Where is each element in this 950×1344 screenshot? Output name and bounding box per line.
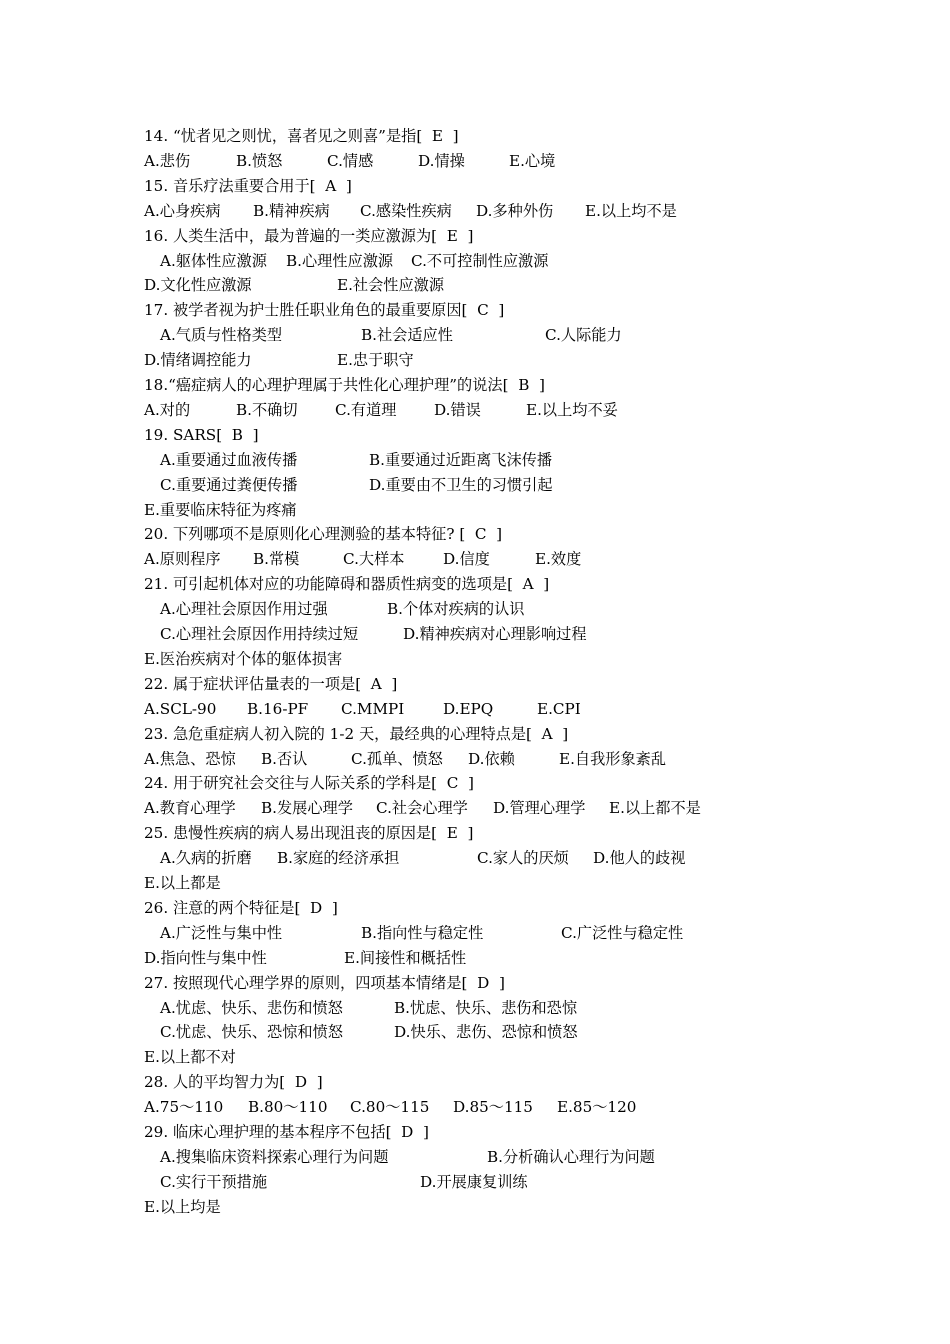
option-text: E.以上都不对 bbox=[144, 1048, 236, 1067]
option-text: A.SCL-90 bbox=[144, 699, 217, 718]
option-text: D.多种外伤 bbox=[476, 201, 554, 220]
question-text: 24. 用于研究社会交往与人际关系的学科是[ C ] bbox=[144, 774, 474, 793]
question-text: 15. 音乐疗法重要合用于[ A ] bbox=[144, 176, 352, 195]
option-text: E.以上都是 bbox=[144, 874, 221, 892]
option-text: C.不可控制性应激源 bbox=[411, 251, 549, 270]
option-text: B.16-PF bbox=[247, 699, 309, 718]
option-text: A.躯体性应激源 bbox=[160, 251, 267, 270]
option-text: A.久病的折磨 bbox=[160, 849, 252, 868]
option-text: C.有道理 bbox=[335, 400, 397, 419]
option-text: B.重要通过近距离飞沫传播 bbox=[369, 450, 553, 469]
option-text: C.感染性疾病 bbox=[360, 201, 452, 220]
option-text: C.情感 bbox=[327, 151, 374, 170]
option-text: E.自我形象紊乱 bbox=[559, 749, 667, 768]
option-text: E.效度 bbox=[535, 550, 582, 569]
question-text: 29. 临床心理护理的基本程序不包括[ D ] bbox=[144, 1123, 429, 1141]
option-text: A.悲伤 bbox=[144, 151, 191, 170]
option-text: E.以上均不妥 bbox=[526, 400, 618, 419]
option-text: D.错误 bbox=[434, 400, 481, 419]
option-text: A.原则程序 bbox=[144, 550, 221, 569]
option-text: B.80～110 bbox=[248, 1098, 328, 1117]
option-text: C.大样本 bbox=[343, 550, 405, 569]
option-text: B.否认 bbox=[261, 749, 308, 768]
option-text: E.忠于职守 bbox=[337, 351, 414, 370]
option-text: D.文化性应激源 bbox=[144, 276, 252, 295]
option-text: A.搜集临床资料探索心理行为问题 bbox=[160, 1147, 389, 1166]
question-text: 17. 被学者视为护士胜任职业角色的最重要原因[ C ] bbox=[144, 301, 505, 320]
option-text: B.常模 bbox=[253, 550, 300, 569]
option-text: A.广泛性与集中性 bbox=[160, 923, 283, 942]
option-text: D.精神疾病对心理影响过程 bbox=[403, 625, 587, 643]
option-text: B.不确切 bbox=[236, 400, 298, 419]
option-text: B.指向性与稳定性 bbox=[361, 923, 484, 942]
option-text: C.80～115 bbox=[350, 1098, 430, 1117]
option-text: D.情绪调控能力 bbox=[144, 351, 252, 370]
option-text: E.CPI bbox=[537, 699, 581, 718]
option-text: B.心理性应激源 bbox=[286, 251, 394, 270]
option-text: D.EPQ bbox=[443, 699, 494, 718]
option-text: D.指向性与集中性 bbox=[144, 948, 267, 967]
option-text: B.分析确认心理行为问题 bbox=[487, 1147, 655, 1166]
question-text: 22. 属于症状评估量表的一项是[ A ] bbox=[144, 674, 398, 693]
option-text: D.信度 bbox=[443, 550, 490, 569]
option-text: E.社会性应激源 bbox=[337, 276, 445, 295]
option-text: C.心理社会原因作用持续过短 bbox=[160, 625, 359, 643]
option-text: E.以上均不是 bbox=[585, 201, 677, 220]
option-text: C.社会心理学 bbox=[376, 799, 468, 818]
option-text: A.焦急、恐惊 bbox=[144, 749, 236, 768]
option-text: C.广泛性与稳定性 bbox=[561, 923, 684, 942]
option-text: D.情操 bbox=[418, 151, 465, 170]
option-text: D.他人的歧视 bbox=[593, 849, 686, 868]
option-text: B.忧虑、快乐、悲伤和恐惊 bbox=[394, 998, 578, 1017]
option-text: C.孤单、愤怒 bbox=[351, 749, 443, 768]
option-text: E.85～120 bbox=[557, 1098, 637, 1117]
question-text: 28. 人的平均智力为[ D ] bbox=[144, 1073, 323, 1092]
option-text: D.依赖 bbox=[468, 749, 515, 768]
option-text: D.85～115 bbox=[453, 1098, 533, 1117]
option-text: C.MMPI bbox=[341, 699, 405, 718]
option-text: E.心境 bbox=[509, 151, 556, 170]
option-text: B.发展心理学 bbox=[261, 799, 353, 818]
option-text: E.间接性和概括性 bbox=[344, 948, 467, 967]
option-text: C.家人的厌烦 bbox=[477, 849, 569, 868]
option-text: D.管理心理学 bbox=[493, 799, 586, 818]
question-text: 23. 急危重症病人初入院的 1-2 天，最经典的心理特点是[ A ] bbox=[144, 724, 569, 743]
option-text: C.人际能力 bbox=[545, 326, 622, 345]
option-text: A.重要通过血液传播 bbox=[160, 450, 298, 469]
question-text: 18.“癌症病人的心理护理属于共性化心理护理”的说法[ B ] bbox=[144, 376, 545, 394]
option-text: C.实行干预措施 bbox=[160, 1172, 268, 1191]
question-text: 21. 可引起机体对应的功能障碍和器质性病变的选项是[ A ] bbox=[144, 575, 550, 594]
option-text: C.忧虑、快乐、恐惊和愤怒 bbox=[160, 1023, 343, 1042]
option-text: D.快乐、悲伤、恐惊和愤怒 bbox=[394, 1023, 578, 1042]
option-text: E.重要临床特征为疼痛 bbox=[144, 500, 297, 519]
option-text: B.个体对疾病的认识 bbox=[387, 600, 525, 619]
option-text: B.愤怒 bbox=[236, 151, 283, 170]
option-text: A.教育心理学 bbox=[144, 799, 236, 818]
option-text: E.以上均是 bbox=[144, 1197, 221, 1216]
option-text: A.气质与性格类型 bbox=[160, 326, 283, 345]
question-text: 25. 患慢性疾病的病人易出现沮丧的原因是[ E ] bbox=[144, 824, 474, 843]
option-text: B.精神疾病 bbox=[253, 201, 330, 220]
option-text: A.心理社会原因作用过强 bbox=[160, 600, 328, 619]
option-text: A.心身疾病 bbox=[144, 201, 221, 220]
option-text: C.重要通过粪便传播 bbox=[160, 475, 298, 494]
option-text: E.医治疾病对个体的躯体损害 bbox=[144, 649, 343, 668]
option-text: B.家庭的经济承担 bbox=[277, 849, 400, 868]
question-text: 26. 注意的两个特征是[ D ] bbox=[144, 898, 338, 917]
question-text: 16. 人类生活中，最为普遍的一类应激源为[ E ] bbox=[144, 226, 474, 245]
question-text: 19. SARS[ B ] bbox=[144, 425, 259, 444]
option-text: A.75～110 bbox=[144, 1098, 224, 1117]
option-text: D.重要由不卫生的习惯引起 bbox=[369, 475, 553, 494]
question-text: 20. 下列哪项不是原则化心理测验的基本特征? [ C ] bbox=[144, 525, 503, 544]
option-text: A.对的 bbox=[144, 400, 191, 419]
question-text: 14. “忧者见之则忧，喜者见之则喜”是指[ E ] bbox=[144, 127, 459, 145]
option-text: B.社会适应性 bbox=[361, 326, 453, 345]
option-text: E.以上都不是 bbox=[609, 799, 701, 818]
question-text: 27. 按照现代心理学界的原则，四项基本情绪是[ D ] bbox=[144, 973, 505, 992]
option-text: A.忧虑、快乐、悲伤和愤怒 bbox=[160, 998, 343, 1017]
option-text: D.开展康复训练 bbox=[420, 1172, 528, 1191]
